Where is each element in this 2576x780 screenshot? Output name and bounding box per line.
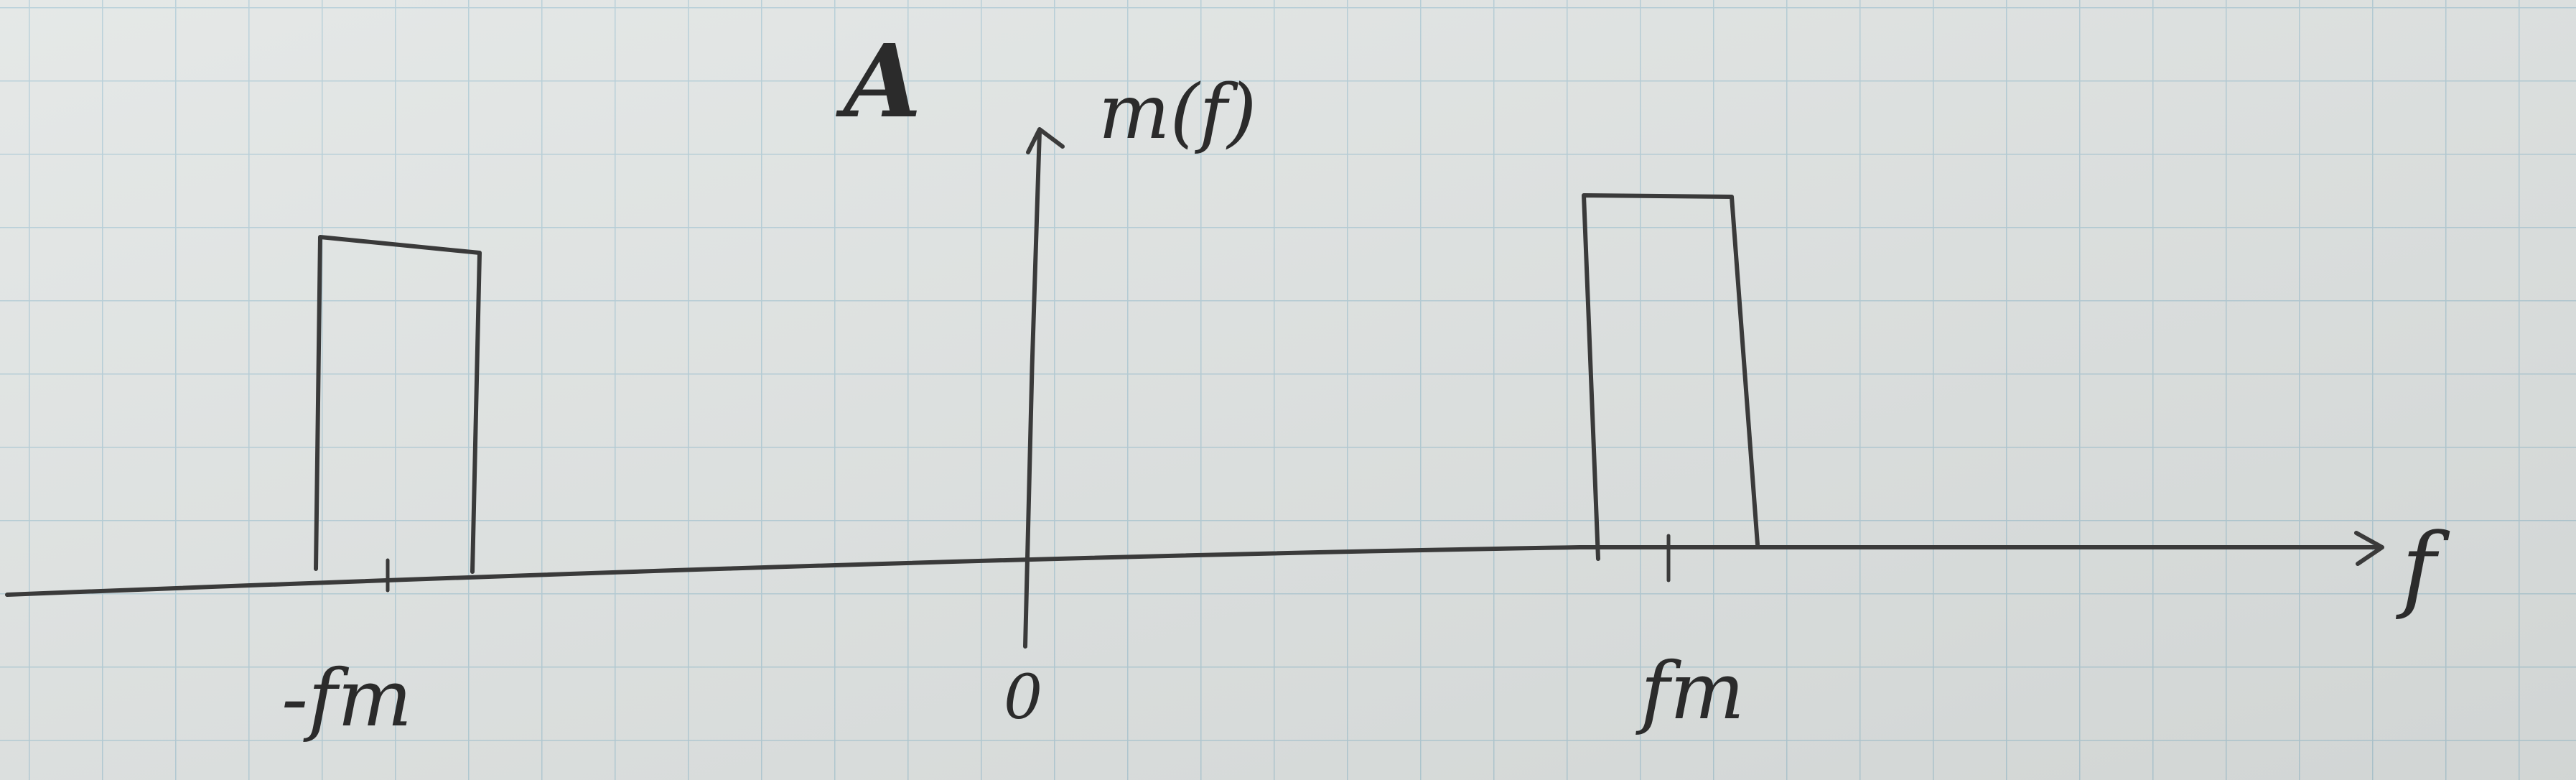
- horizontal-axis-label: f: [2402, 513, 2437, 622]
- vertical-axis-label: m(f): [1098, 68, 1257, 156]
- panel-label: A: [844, 23, 922, 141]
- left-pulse-label: -fm: [281, 652, 413, 744]
- right-pulse-label: fm: [1641, 645, 1745, 737]
- origin-label: 0: [1004, 662, 1043, 733]
